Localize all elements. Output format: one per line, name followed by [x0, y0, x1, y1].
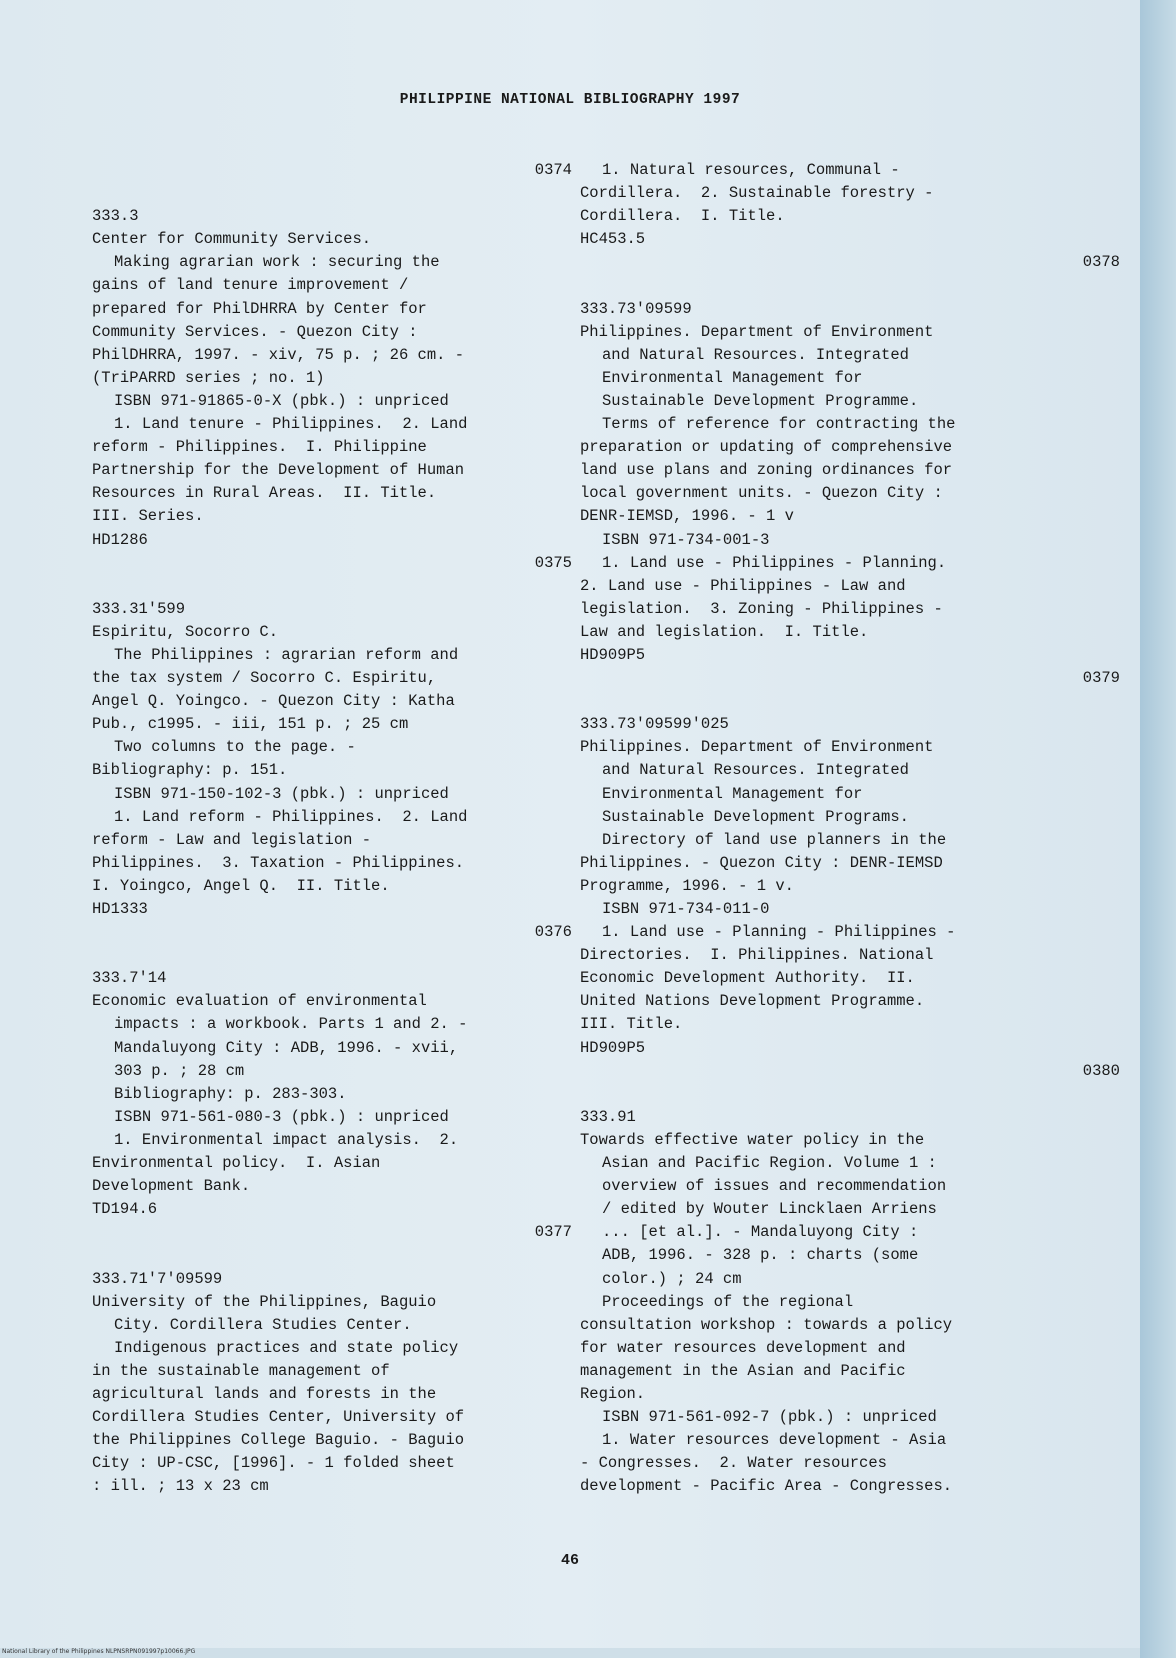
entry-line: Economic Development Authority. II.	[580, 969, 915, 988]
entry-line: PhilDHRRA, 1997. - xiv, 75 p. ; 26 cm. -	[92, 345, 465, 364]
entry-line	[92, 575, 572, 598]
entry-line: Indigenous practices and state policy	[114, 1338, 459, 1357]
entry-line: HD1286	[92, 530, 148, 549]
entry-line: 333.71'7'09599	[92, 1269, 223, 1288]
entry-line: the tax system / Socorro C. Espiritu,	[92, 669, 437, 688]
scan-credit: National Library of the Philippines NLPNSRPN091997p10066.JPG	[2, 1648, 196, 1655]
left-column	[92, 159, 572, 1498]
entry-line: 333.31'599	[92, 599, 186, 618]
entry-line: overview of issues and recommendation	[602, 1177, 947, 1196]
entry-number: 0380	[1082, 1061, 1120, 1080]
entry-line: 303 p. ; 28 cm	[114, 1061, 245, 1080]
entry-line: Community Services. - Quezon City :	[92, 322, 418, 341]
entry-line: City : UP-CSC, [1996]. - 1 folded sheet	[92, 1454, 455, 1473]
entry-line: Angel Q. Yoingco. - Quezon City : Katha	[92, 692, 455, 711]
entry-line: reform - Philippines. I. Philippine	[92, 438, 427, 457]
entry-line: Environmental Management for	[602, 368, 863, 387]
entry-line: I. Yoingco, Angel Q. II. Title.	[92, 876, 390, 895]
entry-line: prepared for PhilDHRRA by Center for	[92, 299, 427, 318]
entry-line: 333.3	[92, 207, 139, 226]
entry-line: 1. Land use - Planning - Philippines -	[602, 923, 956, 942]
entry-line: / edited by Wouter Lincklaen Arriens	[602, 1200, 937, 1219]
entry-line: HD1333	[92, 900, 148, 918]
entry-line: Philippines. 3. Taxation - Philippines.	[92, 853, 465, 872]
entry-line: 1. Land tenure - Philippines. 2. Land	[114, 415, 468, 434]
entry-line: Philippines. Department of Environment	[580, 322, 934, 341]
right-column	[580, 159, 1120, 1498]
entry-line: gains of land tenure improvement /	[92, 276, 409, 295]
entry-line: Environmental policy. I. Asian	[92, 1154, 381, 1173]
entry-line: and Natural Resources. Integrated	[602, 345, 909, 364]
entry-line	[580, 274, 1120, 297]
entry-line: reform - Law and legislation -	[92, 830, 372, 849]
entry-line: 2. Land use - Philippines - Law and	[580, 576, 906, 595]
entry-line: Espiritu, Socorro C.	[92, 622, 279, 641]
entry-line: impacts : a workbook. Parts 1 and 2. -	[114, 1015, 468, 1034]
entry-line: 1. Water resources development - Asia	[602, 1431, 947, 1450]
entry-line: Proceedings of the regional	[602, 1292, 854, 1311]
entry-line: Mandaluyong City : ADB, 1996. - xvii,	[114, 1038, 459, 1057]
entry-line: ISBN 971-734-001-3	[602, 530, 770, 549]
entry-line: HD909P5	[580, 1038, 646, 1057]
entry-line: Sustainable Development Programme.	[602, 391, 919, 410]
entry-number: 0377	[534, 1223, 572, 1242]
entry-line: and Natural Resources. Integrated	[602, 761, 909, 780]
entry-line: Terms of reference for contracting the	[602, 415, 956, 434]
entry-line: Sustainable Development Programs.	[602, 807, 909, 826]
entry-line: development - Pacific Area - Congresses.	[580, 1477, 953, 1496]
entry-line: 1. Land reform - Philippines. 2. Land	[114, 807, 468, 826]
entry-line: 1. Environmental impact analysis. 2.	[114, 1130, 459, 1149]
entry-line: Bibliography: p. 283-303.	[114, 1084, 347, 1103]
entry-line: 1. Natural resources, Communal -	[602, 161, 900, 179]
entry-line: Two columns to the page. -	[114, 738, 356, 757]
entry-line: 333.73'09599'025	[580, 715, 729, 734]
entry-line: Directory of land use planners in the	[602, 830, 947, 849]
entry-line	[92, 182, 572, 205]
entry-line: III. Series.	[92, 507, 204, 526]
entry-line: Philippines. Department of Environment	[580, 738, 934, 757]
entry-line: 333.91	[580, 1107, 636, 1126]
entry-line: Cordillera. 2. Sustainable forestry -	[580, 184, 934, 203]
entry-number: 0379	[1082, 669, 1120, 688]
entry-line: Law and legislation. I. Title.	[580, 622, 869, 641]
entry-line: : ill. ; 13 x 23 cm	[92, 1477, 269, 1496]
entry-line: Region.	[580, 1384, 646, 1403]
entry-line: Pub., c1995. - iii, 151 p. ; 25 cm	[92, 715, 409, 734]
entry-line: HC453.5	[580, 230, 646, 249]
entry-line: Directories. I. Philippines. National	[580, 946, 934, 965]
entry-line: Making agrarian work : securing the	[114, 253, 440, 272]
entry-line: City. Cordillera Studies Center.	[114, 1315, 412, 1334]
entry-line: Cordillera. I. Title.	[580, 207, 785, 226]
entry-number: 0376	[534, 923, 572, 942]
entry-line: Development Bank.	[92, 1177, 251, 1196]
entry-line: Bibliography: p. 151.	[92, 761, 288, 780]
entry-line: - Congresses. 2. Water resources	[580, 1454, 887, 1473]
entry-line: Towards effective water policy in the	[580, 1130, 925, 1149]
entry-line: preparation or updating of comprehensive	[580, 438, 953, 457]
entry-line: ISBN 971-150-102-3 (pbk.) : unpriced	[114, 784, 449, 803]
entry-line: local government units. - Quezon City :	[580, 484, 943, 503]
entry-line: TD194.6	[92, 1200, 158, 1219]
entry-line: in the sustainable management of	[92, 1361, 390, 1380]
entry-line: ISBN 971-561-080-3 (pbk.) : unpriced	[114, 1107, 449, 1126]
entry-line: for water resources development and	[580, 1338, 906, 1357]
entry-line: III. Title.	[580, 1015, 683, 1034]
entry-line: agricultural lands and forests in the	[92, 1384, 437, 1403]
entry-line: The Philippines : agrarian reform and	[114, 645, 459, 664]
entry-line: University of the Philippines, Baguio	[92, 1292, 437, 1311]
entry-line: HD909P5	[580, 645, 646, 664]
entry-line: Partnership for the Development of Human	[92, 461, 465, 480]
entry-number: 0375	[534, 553, 572, 572]
entry-line: Philippines. - Quezon City : DENR-IEMSD	[580, 853, 943, 872]
entry-line: legislation. 3. Zoning - Philippines -	[580, 599, 943, 618]
page-header: PHILIPPINE NATIONAL BIBLIOGRAPHY 1997	[399, 92, 741, 108]
entry-line: ISBN 971-91865-0-X (pbk.) : unpriced	[114, 391, 449, 410]
entry-line: ... [et al.]. - Mandaluyong City :	[602, 1223, 919, 1242]
entry-line: color.) ; 24 cm	[602, 1269, 742, 1288]
entry-line: ISBN 971-734-011-0	[602, 900, 770, 918]
entry-line: Economic evaluation of environmental	[92, 992, 427, 1011]
entry-number: 0378	[1082, 253, 1120, 272]
entry-line: the Philippines College Baguio. - Baguio	[92, 1431, 465, 1450]
entry-line: Cordillera Studies Center, University of	[92, 1408, 465, 1427]
entry-line	[92, 1244, 572, 1267]
entry-line: Environmental Management for	[602, 784, 863, 803]
entry-line: United Nations Development Programme.	[580, 992, 925, 1011]
entry-line: Center for Community Services.	[92, 230, 372, 249]
page-edge	[1140, 0, 1176, 1658]
entry-line: 333.73'09599	[580, 299, 692, 318]
entry-number: 0374	[534, 161, 572, 179]
entry-line	[580, 1083, 1120, 1106]
entry-line: ADB, 1996. - 328 p. : charts (some	[602, 1246, 919, 1265]
entry-line: ISBN 971-561-092-7 (pbk.) : unpriced	[602, 1408, 937, 1427]
entry-line: 1. Land use - Philippines - Planning.	[602, 553, 947, 572]
entry-line: Resources in Rural Areas. II. Title.	[92, 484, 437, 503]
entry-line: (TriPARRD series ; no. 1)	[92, 368, 325, 387]
entry-line: Asian and Pacific Region. Volume 1 :	[602, 1154, 937, 1173]
page-number: 46	[560, 1552, 579, 1569]
entry-line	[580, 690, 1120, 713]
entry-line: Programme, 1996. - 1 v.	[580, 876, 794, 895]
entry-line	[92, 944, 572, 967]
entry-line: 333.7'14	[92, 969, 167, 988]
entry-line: consultation workshop : towards a policy	[580, 1315, 953, 1334]
entry-line: DENR-IEMSD, 1996. - 1 v	[580, 507, 794, 526]
entry-line: land use plans and zoning ordinances for	[580, 461, 953, 480]
entry-line: management in the Asian and Pacific	[580, 1361, 906, 1380]
